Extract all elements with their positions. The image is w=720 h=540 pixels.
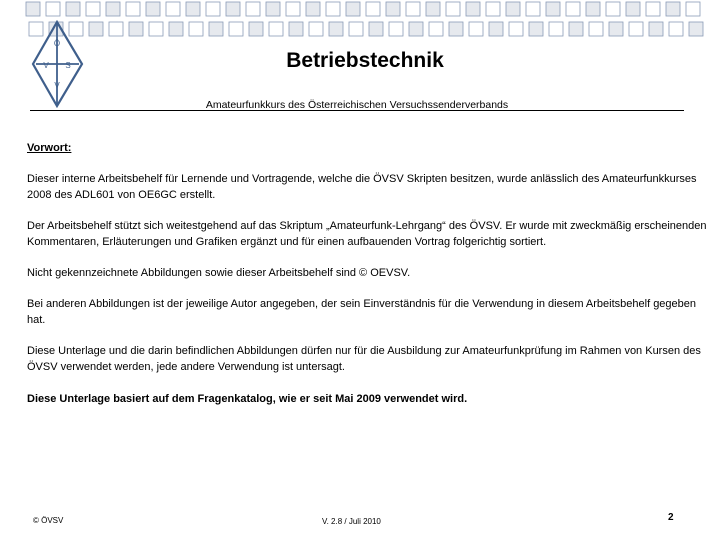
deco-square (269, 22, 283, 36)
deco-square (146, 2, 160, 16)
deco-square (266, 2, 280, 16)
deco-square (526, 2, 540, 16)
deco-square (226, 2, 240, 16)
header-divider (30, 110, 684, 111)
deco-square (26, 2, 40, 16)
svg-text:Ö: Ö (53, 39, 61, 48)
deco-square (106, 2, 120, 16)
deco-square (549, 22, 563, 36)
deco-square (586, 2, 600, 16)
page-subtitle: Amateurfunkkurs des Österreichischen Versuchssenderverbands (205, 99, 509, 111)
deco-square (689, 22, 703, 36)
footer-copyright: © ÖVSV (33, 516, 64, 525)
deco-square (409, 22, 423, 36)
section-heading: Vorwort: (27, 142, 72, 154)
footer-version: V. 2.8 / Juli 2010 (322, 517, 381, 526)
page-title: Betriebstechnik (286, 49, 444, 72)
deco-square (569, 22, 583, 36)
deco-square (326, 2, 340, 16)
svg-text:S: S (65, 61, 71, 70)
paragraph-5: Diese Unterlage und die darin befindlichen Abbildungen dürfen nur für die Ausbildung zur Amateurfunkprüfung im Rahmen von Kursen des ÖVSV verwendet werden, jede andere Verwendung ist untersagt. (27, 345, 701, 373)
deco-square (186, 2, 200, 16)
deco-square (489, 22, 503, 36)
deco-square (449, 22, 463, 36)
deco-square (189, 22, 203, 36)
deco-square (366, 2, 380, 16)
deco-square (229, 22, 243, 36)
paragraph-1: Dieser interne Arbeitsbehelf für Lernende und Vortragende, welche die ÖVSV Skripten besitzen, wurde anlässlich des Amateurfunkkurses 2008 des ADL601 von OE6GC erstellt. (27, 173, 697, 201)
bold-note: Diese Unterlage basiert auf dem Fragenkatalog, wie er seit Mai 2009 verwendet wird. (27, 393, 468, 405)
deco-square (286, 2, 300, 16)
deco-square (589, 22, 603, 36)
deco-square (446, 2, 460, 16)
deco-square (309, 22, 323, 36)
deco-square (666, 2, 680, 16)
deco-square (329, 22, 343, 36)
deco-square (89, 22, 103, 36)
deco-square (686, 2, 700, 16)
deco-square (166, 2, 180, 16)
deco-square (486, 2, 500, 16)
deco-square (426, 2, 440, 16)
deco-square (506, 2, 520, 16)
deco-square (169, 22, 183, 36)
deco-square (389, 22, 403, 36)
deco-square (649, 22, 663, 36)
deco-square (646, 2, 660, 16)
deco-square (149, 22, 163, 36)
deco-square (626, 2, 640, 16)
paragraph-2: Der Arbeitsbehelf stützt sich weitestgehend auf das Skriptum „Amateurfunk-Lehrgang“ des ÖVSV. Er wurde mit zweckmäßig erscheinenden Kommentaren, Erläuterungen und Grafiken ergänzt und für einen aufbauenden Vortrag folgerichtig sortiert. (27, 220, 707, 248)
header-decorative-squares (0, 0, 720, 40)
paragraph-4: Bei anderen Abbildungen ist der jeweilige Autor angegeben, der sein Einverständnis für die Verwendung in diesem Arbeitsbehelf gegeben hat. (27, 298, 697, 326)
deco-square (406, 2, 420, 16)
deco-square (429, 22, 443, 36)
deco-square (629, 22, 643, 36)
deco-square (109, 22, 123, 36)
deco-square (369, 22, 383, 36)
deco-square (306, 2, 320, 16)
deco-square (206, 2, 220, 16)
paragraph-3: Nicht gekennzeichnete Abbildungen sowie dieser Arbeitsbehelf sind © OEVSV. (27, 267, 411, 279)
deco-square (246, 2, 260, 16)
page-number: 2 (668, 512, 674, 523)
oevsv-logo (30, 20, 85, 108)
deco-square (129, 22, 143, 36)
deco-square (566, 2, 580, 16)
document-body (27, 140, 707, 407)
deco-square (86, 2, 100, 16)
deco-square (606, 2, 620, 16)
deco-square (386, 2, 400, 16)
deco-square (46, 2, 60, 16)
deco-square (209, 22, 223, 36)
deco-square (669, 22, 683, 36)
deco-square (469, 22, 483, 36)
deco-square (609, 22, 623, 36)
deco-square (349, 22, 363, 36)
deco-square (249, 22, 263, 36)
deco-square (66, 2, 80, 16)
deco-square (126, 2, 140, 16)
svg-text:V: V (54, 81, 60, 90)
deco-square (346, 2, 360, 16)
svg-text:V: V (43, 61, 49, 70)
deco-square (466, 2, 480, 16)
deco-square (529, 22, 543, 36)
deco-square (289, 22, 303, 36)
deco-square (546, 2, 560, 16)
deco-square (509, 22, 523, 36)
